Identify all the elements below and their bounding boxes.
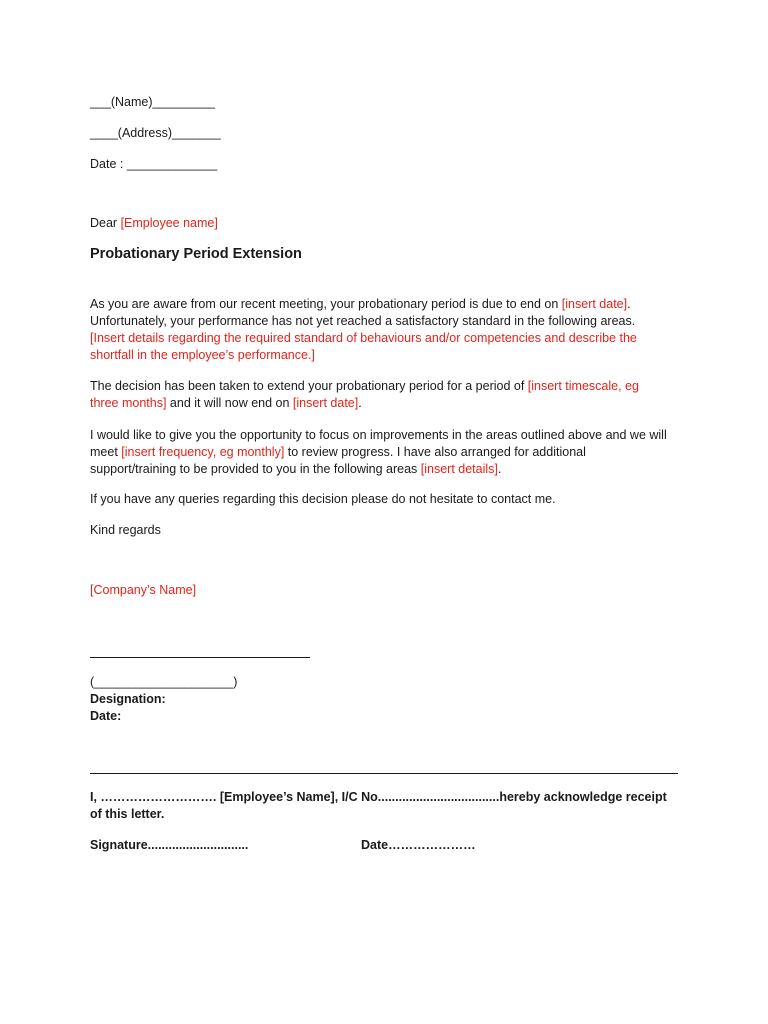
- signatory-name: (____________________): [90, 675, 238, 689]
- paragraph-4: If you have any queries regarding this decision please do not hesitate to contact me.: [90, 492, 556, 506]
- p3-text-2: to review progress. I have also arranged for additional support/training to be provided to you in the following areas: [90, 445, 586, 476]
- employee-name-placeholder: [Employee name]: [120, 216, 218, 230]
- p1-insert-date: [insert date]: [561, 297, 628, 311]
- p3-insert-details: [insert details]: [420, 462, 498, 476]
- acknowledgement-divider: [90, 773, 678, 774]
- p2-text-1: The decision has been taken to extend your probationary period for a period of: [90, 379, 528, 393]
- letter-title: Probationary Period Extension: [90, 246, 302, 262]
- p1-insert-details: [Insert details regarding the required standard of behaviours and/or competencies and describe the shortfall in the employee’s performance.]: [90, 331, 637, 362]
- p2-insert-date: [insert date]: [292, 396, 359, 410]
- name-line: ___(Name)_________: [90, 95, 216, 109]
- date-line: Date : _____________: [90, 157, 218, 171]
- paragraph-3: [90, 427, 670, 478]
- paragraph-1: [90, 296, 670, 364]
- p3-insert-frequency: [insert frequency, eg monthly]: [121, 445, 285, 459]
- p3-text-3: .: [497, 462, 502, 476]
- p2-text-2: and it will now end on: [166, 396, 293, 410]
- acknowledgement-date: Date…………………: [361, 838, 476, 852]
- p2-text-3: .: [358, 396, 362, 410]
- p3-text-1: I would like to give you the opportunity to focus on improvements in the areas outlined above and we will meet: [90, 428, 667, 459]
- acknowledgement-text: I, ………………………. [Employee’s Name], I/C No...................................hereby acknowledge receipt of this letter.: [90, 790, 667, 821]
- signature-date-label: Date:: [90, 709, 122, 723]
- closing: Kind regards: [90, 523, 161, 537]
- p1-text-1: As you are aware from our recent meeting, your probationary period is due to end on: [90, 297, 562, 311]
- address-line: ____(Address)_______: [90, 126, 221, 140]
- p2-insert-timescale: [insert timescale, eg three months]: [90, 379, 639, 410]
- p1-text-2: . Unfortunately, your performance has not yet reached a satisfactory standard in the following areas.: [90, 297, 636, 328]
- salutation-dear: Dear: [90, 216, 121, 230]
- acknowledgement-signature: Signature.............................: [90, 838, 249, 852]
- paragraph-2: [90, 378, 670, 412]
- designation-label: Designation:: [90, 692, 166, 706]
- signature-line: [90, 657, 310, 658]
- company-name-placeholder: [Company’s Name]: [90, 583, 197, 597]
- salutation: [90, 215, 218, 232]
